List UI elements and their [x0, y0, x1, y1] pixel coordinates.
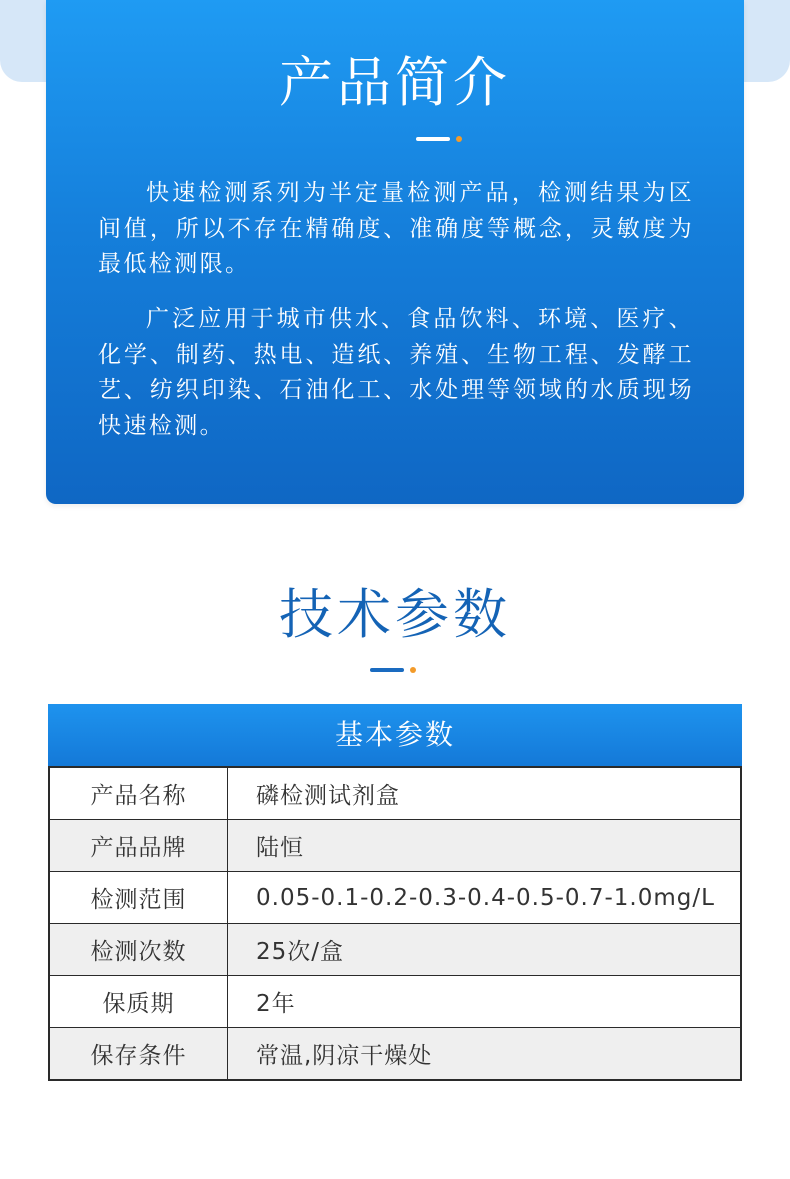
- tech-title-divider: [370, 667, 420, 673]
- param-value: 0.05-0.1-0.2-0.3-0.4-0.5-0.7-1.0mg/L: [228, 872, 742, 924]
- divider-bar: [416, 137, 450, 141]
- intro-title: 产品简介: [279, 51, 511, 114]
- tech-params-title: 技术参数: [279, 583, 511, 646]
- divider-dot: [456, 136, 462, 142]
- divider-dot: [410, 667, 416, 673]
- intro-title-divider: [416, 136, 466, 142]
- table-row: [49, 872, 741, 924]
- table-row: [49, 820, 741, 872]
- param-value: 磷检测试剂盒: [228, 767, 742, 820]
- param-value: 陆恒: [228, 820, 742, 872]
- table-row: [49, 767, 741, 820]
- table-row: [49, 1028, 741, 1081]
- params-table-header: 基本参数: [48, 704, 742, 766]
- params-table: [48, 766, 742, 1081]
- param-value: 常温,阴凉干燥处: [228, 1028, 742, 1081]
- intro-paragraph-1: 快速检测系列为半定量检测产品，检测结果为区间值，所以不存在精确度、准确度等概念，灵敏度为最低检测限。: [98, 180, 694, 277]
- table-row: [49, 976, 741, 1028]
- divider-bar: [370, 668, 404, 672]
- intro-paragraph-2: 广泛应用于城市供水、食品饮料、环境、医疗、化学、制药、热电、造纸、养殖、生物工程、发酵工艺、纺织印染、石油化工、水处理等领域的水质现场快速检测。: [98, 306, 694, 439]
- param-name: 检测范围: [49, 872, 228, 924]
- param-value: 25次/盒: [228, 924, 742, 976]
- param-name: 保质期: [49, 976, 228, 1028]
- param-value: 2年: [228, 976, 742, 1028]
- param-name: 检测次数: [49, 924, 228, 976]
- table-row: [49, 924, 741, 976]
- param-name: 产品名称: [49, 767, 228, 820]
- param-name: 保存条件: [49, 1028, 228, 1081]
- param-name: 产品品牌: [49, 820, 228, 872]
